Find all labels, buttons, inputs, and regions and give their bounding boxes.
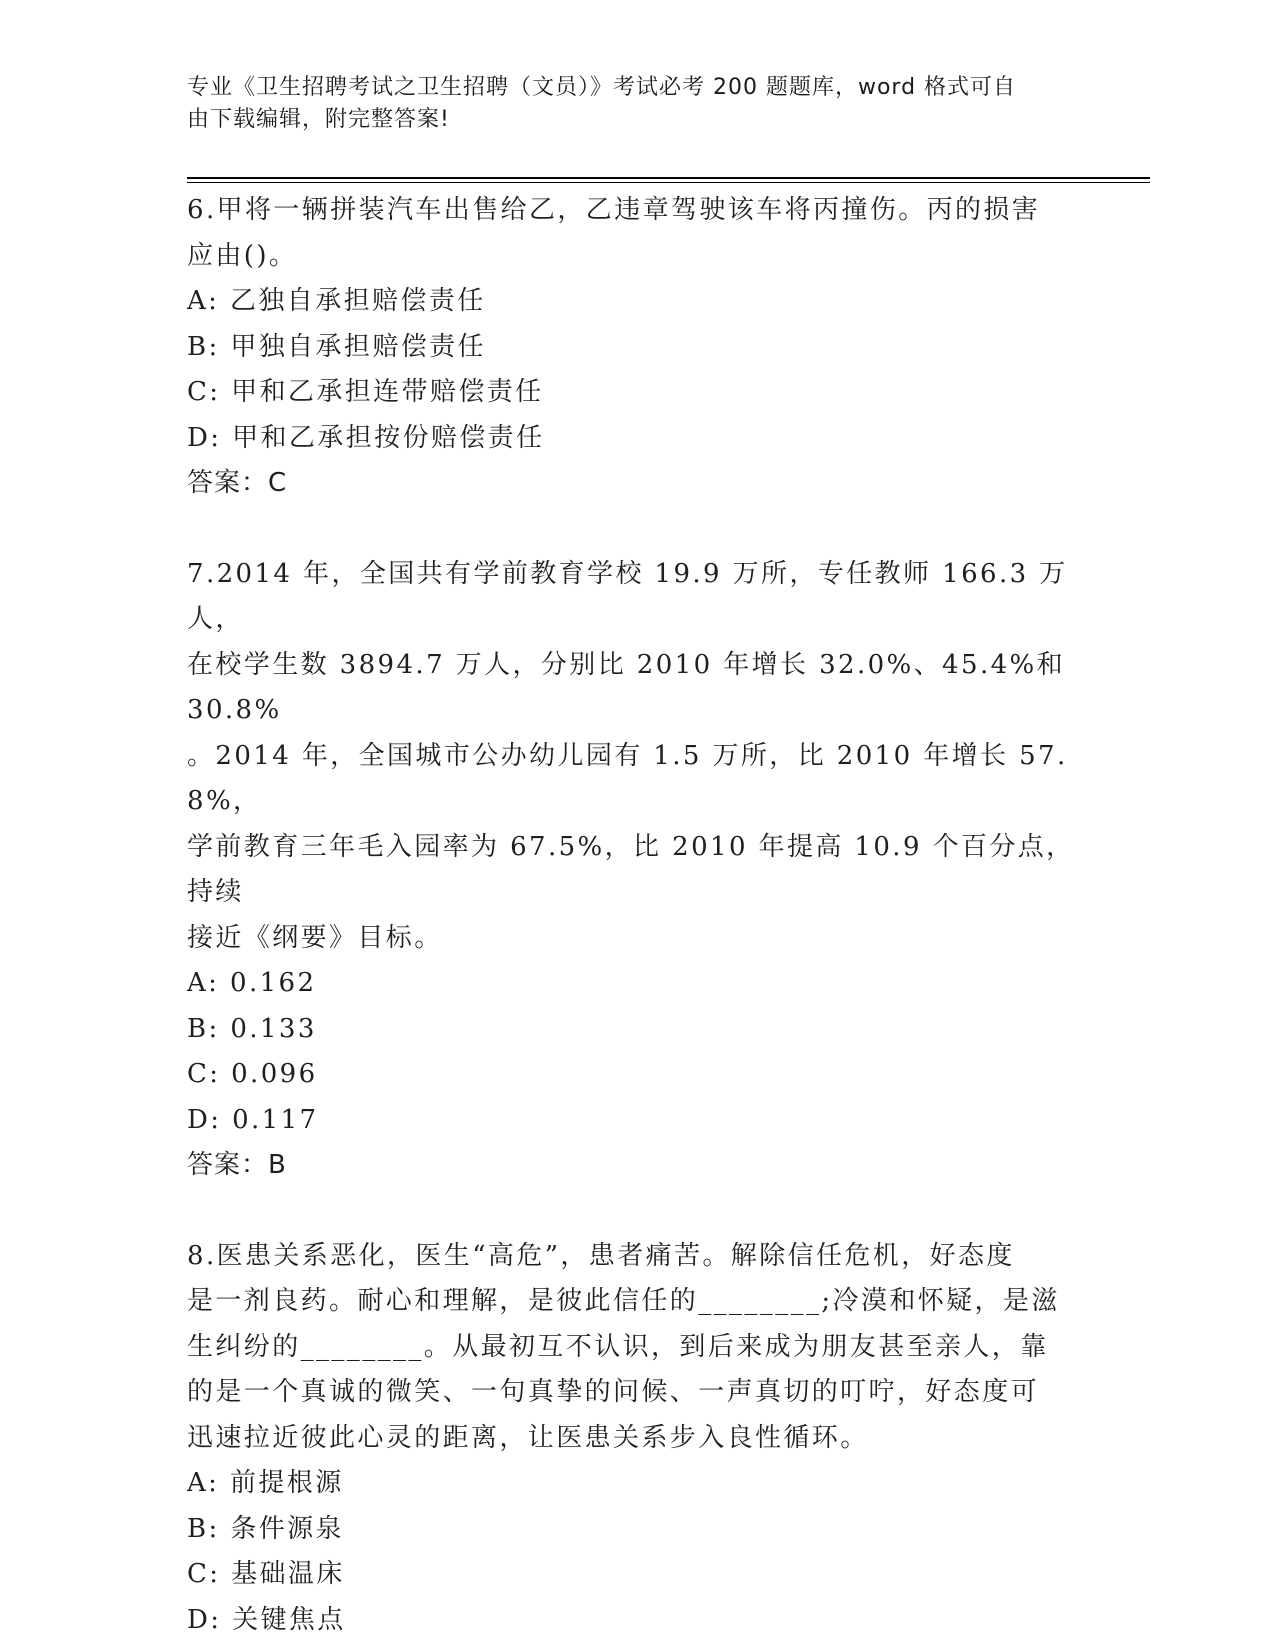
question-stem-line: 8.医患关系恶化，医生“高危”，患者痛苦。解除信任危机，好态度 — [187, 1240, 1015, 1271]
question-stem-line: 是一剂良药。耐心和理解，是彼此信任的________;冷漠和怀疑，是滋 — [187, 1286, 1060, 1316]
question-spacer — [187, 1189, 1087, 1234]
answer-line: 答案：C — [187, 468, 288, 498]
question-stem-line: 7.2014 年，全国共有学前教育学校 19.9 万所，专任教师 166.3 万人， — [187, 558, 1068, 634]
question-stem-line: 的是一个真诚的微笑、一句真挚的问候、一声真切的叮咛，好态度可 — [187, 1377, 1040, 1407]
question-7 — [187, 552, 1087, 1189]
option-b: B: 0.133 — [187, 1013, 317, 1044]
option-c: C: 基础温床 — [187, 1559, 345, 1589]
header-line-2: 由下载编辑，附完整答案! — [187, 107, 450, 132]
question-stem-line: 应由()。 — [187, 240, 298, 271]
option-b: B: 条件源泉 — [187, 1513, 344, 1544]
header-divider-thick — [187, 177, 1150, 179]
option-d: D: 甲和乙承担按份赔偿责任 — [187, 422, 545, 453]
answer-line: 答案：B — [187, 1150, 287, 1180]
header-divider-thin — [187, 182, 1150, 183]
document-header — [187, 72, 1067, 136]
option-c: C: 甲和乙承担连带赔偿责任 — [187, 377, 544, 407]
question-8 — [187, 1234, 1087, 1644]
question-list — [187, 188, 1087, 1643]
question-6 — [187, 188, 1087, 507]
option-d: D: 关键焦点 — [187, 1604, 346, 1635]
option-a: A: 0.162 — [187, 968, 317, 998]
question-spacer — [187, 507, 1087, 552]
option-a: A: 乙独自承担赔偿责任 — [187, 286, 486, 316]
question-stem-line: 6.甲将一辆拼装汽车出售给乙，乙违章驾驶该车将丙撞伤。丙的损害 — [187, 195, 1041, 225]
question-stem-line: 接近《纲要》目标。 — [187, 922, 443, 953]
header-line-1: 专业《卫生招聘考试之卫生招聘（文员）》考试必考 200 题题库，word 格式可自 — [187, 75, 1017, 100]
option-a: A: 前提根源 — [187, 1468, 344, 1498]
question-stem-line: 迅速拉近彼此心灵的距离，让医患关系步入良性循环。 — [187, 1422, 869, 1453]
question-stem-line: 。2014 年，全国城市公办幼儿园有 1.5 万所，比 2010 年增长 57.8%， — [187, 740, 1068, 816]
option-c: C: 0.096 — [187, 1059, 318, 1089]
option-b: B: 甲独自承担赔偿责任 — [187, 331, 486, 362]
question-stem-line: 生纠纷的________。从最初互不认识，到后来成为朋友甚至亲人，靠 — [187, 1331, 1049, 1362]
question-stem-line: 学前教育三年毛入园率为 67.5%，比 2010 年提高 10.9 个百分点，持续 — [187, 831, 1075, 907]
question-stem-line: 在校学生数 3894.7 万人，分别比 2010 年增长 32.0%、45.4%和 30.8% — [187, 649, 1066, 725]
option-d: D: 0.117 — [187, 1104, 319, 1135]
